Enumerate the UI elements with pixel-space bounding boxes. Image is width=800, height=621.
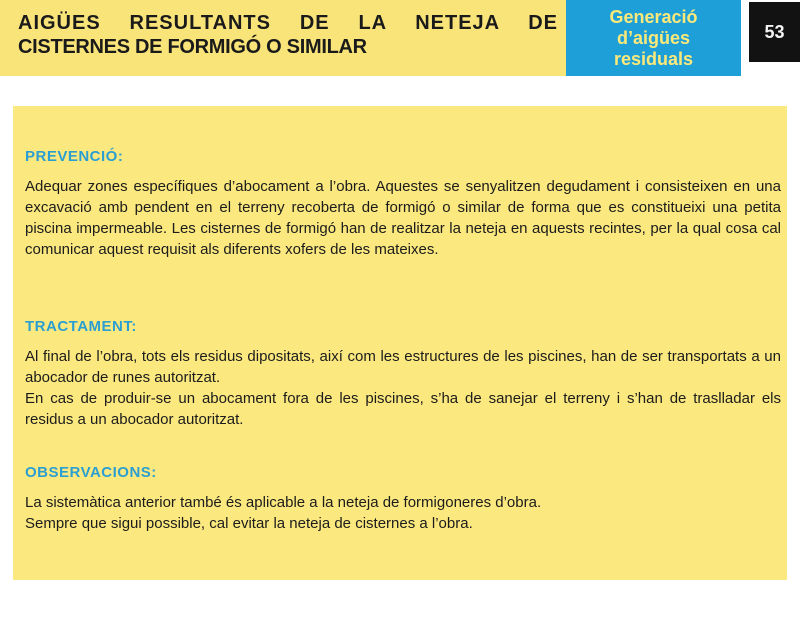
- section-tractament: [25, 318, 781, 430]
- category-badge: [566, 0, 741, 76]
- page-title-line-1: AIGÜES RESULTANTS DE LA NETEJA DE: [18, 12, 558, 34]
- page-number-badge: [749, 2, 800, 62]
- section-text-prevencio: Adequar zones específiques d’abocament a l’obra. Aquestes se senyalitzen degudament i consisteixen en una excavació amb pendent en el terreny recoberta de formigó o similar de forma que es constitueixi una petita piscina impermeable. Les cisternes de formigó han de realitzar la neteja en aquests recintes, per la qual cosa cal comunicar aquest requisit als diferents xofers de les mateixes.: [25, 178, 781, 258]
- section-heading-tractament: TRACTAMENT:: [25, 318, 137, 335]
- section-text-tractament-1: Al final de l’obra, tots els residus dipositats, així com les estructures de les piscines, han de ser transportats a un abocador de runes autoritzat.: [25, 348, 781, 386]
- page-title: [18, 11, 558, 59]
- content-panel: [13, 106, 787, 580]
- page-title-line-2: CISTERNES DE FORMIGÓ O SIMILAR: [18, 36, 367, 58]
- section-text-tractament-2: En cas de produir-se un abocament fora de les piscines, s’ha de sanejar el terreny i s’han de traslladar els residus a un abocador autoritzat.: [25, 390, 781, 428]
- section-observacions: [25, 464, 781, 534]
- section-text-observacions-1: La sistemàtica anterior també és aplicable a la neteja de formigoneres d’obra.: [25, 494, 542, 511]
- page-header: [0, 0, 800, 76]
- title-band: [0, 0, 566, 76]
- section-text-observacions-2: Sempre que sigui possible, cal evitar la neteja de cisternes a l’obra.: [25, 515, 473, 532]
- page-number: 53: [764, 21, 785, 42]
- section-prevencio: [25, 148, 781, 260]
- section-heading-observacions: OBSERVACIONS:: [25, 464, 157, 481]
- category-label: Generació d’aigües residuals: [609, 6, 698, 69]
- section-heading-prevencio: PREVENCIÓ:: [25, 148, 124, 165]
